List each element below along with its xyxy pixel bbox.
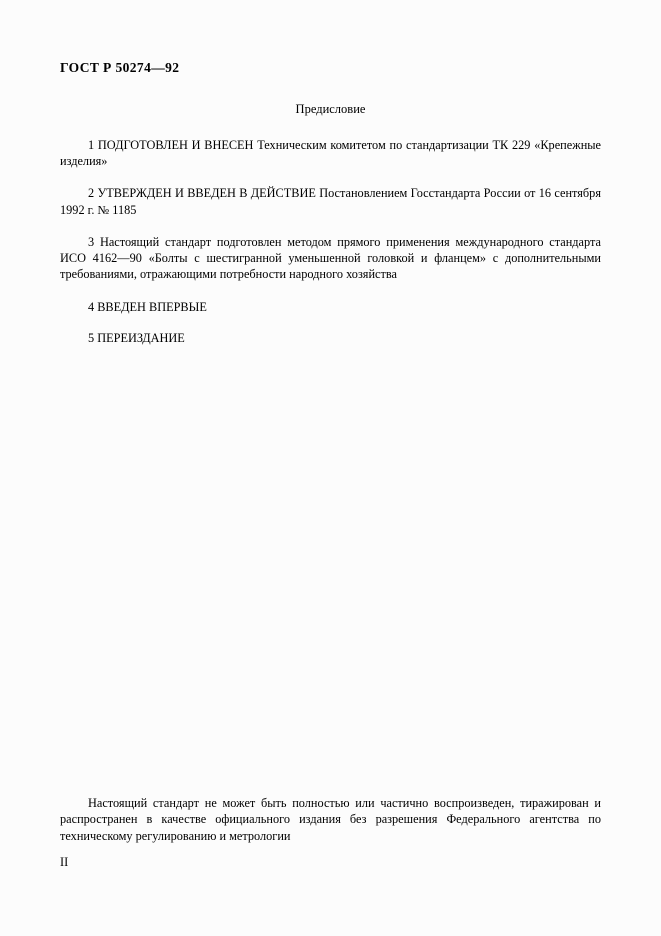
page-number: II <box>60 855 69 869</box>
copyright-note: Настоящий стандарт не может быть полностью или частично воспроизведен, тиражирован и распространен в качестве официального издания без разрешения Федерального агентства по техническому регулированию и метрологии <box>60 796 601 843</box>
clause-1: 1 ПОДГОТОВЛЕН И ВНЕСЕН Техническим комитетом по стандартизации ТК 229 «Крепежные изделия» <box>60 138 601 169</box>
page-content <box>60 60 601 831</box>
clause-3: 3 Настоящий стандарт подготовлен методом прямого применения международного стандарта ИСО 4162—90 «Болты с шестигранной уменьшенной головкой и фланцем» с дополнительными требованиями, отражающими потребности народного хозяйства <box>60 234 601 282</box>
clause-4: 4 ВВЕДЕН ВПЕРВЫЕ <box>88 299 207 314</box>
blank-space <box>60 361 601 831</box>
section-title: Предисловие <box>295 102 366 116</box>
clause-5: 5 ПЕРЕИЗДАНИЕ <box>88 330 185 345</box>
clause-2: 2 УТВЕРЖДЕН И ВВЕДЕН В ДЕЙСТВИЕ Постановлением Госстандарта России от 16 сентября 1992 г. № 1185 <box>60 186 601 217</box>
standard-code-header: ГОСТ Р 50274—92 <box>60 60 180 75</box>
